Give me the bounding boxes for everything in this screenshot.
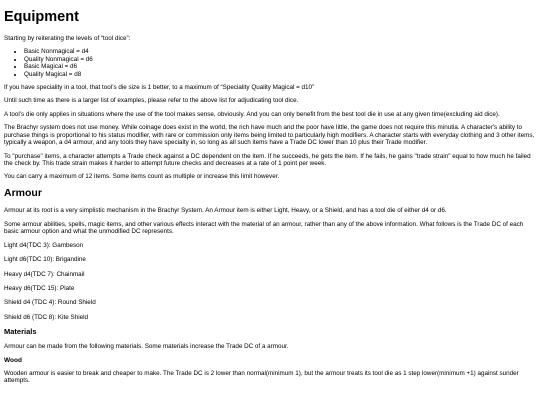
purchase-paragraph: To "purchase" items, a character attempts a Trade check against a DC dependent on the item. If he succeeds, he gets the item. If he fails, he gains "trade strain" equal to how much he failed the check by. This trade strain makes it harder to attempt future checks and decreases at a rate of 1 point per week.	[4, 152, 531, 167]
armour-intro-paragraph: Armour at its root is a very simplistic mechanism in the Brachyr System. An Armour item is either Light, Heavy, or a Shield, and has a tool die of either d4 or d6.	[4, 207, 447, 215]
list-item: • Basic Magical = d6	[24, 63, 536, 70]
armour-item: Shield d6 (TDC 8): Kite Shield	[4, 313, 88, 321]
list-item: • Quality Nonmagical = d6	[24, 56, 536, 63]
armour-item: Light d6(TDC 10): Brigandine	[4, 256, 86, 264]
materials-heading: Materials	[4, 327, 37, 337]
examples-paragraph: Until such time as there is a larger list of examples, please refer to the above list for adjudicating tool dice.	[4, 97, 299, 105]
money-paragraph: The Brachyr system does not use money. While coinage does exist in the world, the rich have much and the poor have little, the game does not require this minutia. A character's ability to purchase things is proportional to his status modifier, with rare or commission only items being limited to particularly high modifiers. A character starts with everyday clothing and 3 other items, typically a weapon, a d4 armour, and any tools they have specialty in, so long as all such items have a Trade DC lower than 10 plus their Trade modifier.	[4, 124, 535, 147]
armour-item: Shield d4 (TDC 4): Round Shield	[4, 299, 96, 307]
list-item: • Basic Nonmagical = d4	[24, 48, 536, 55]
armour-heading: Armour	[4, 186, 42, 199]
dice-levels-list	[4, 48, 536, 78]
armour-item: Heavy d6(TDC 15): Plate	[4, 284, 75, 292]
tool-die-paragraph: A tool’s die only applies in situations where the use of the tool makes sense, obviously. And you can only benefit from the best tool die in use at any given time(excluding aid dice).	[4, 110, 500, 118]
armour-item: Light d4(TDC 3): Gambeson	[4, 241, 84, 249]
materials-paragraph: Armour can be made from the following materials. Some materials increase the Trade DC of a armour.	[4, 343, 289, 351]
carry-limit-paragraph: You can carry a maximum of 12 items. Some items count as multiple or increase this limit however.	[4, 173, 280, 181]
wood-paragraph: Wooden armour is easier to break and cheaper to make. The Trade DC is 2 lower than normal(minimum 1), but the armour treats its tool die as 1 step lower(minimum +1) against sunder attempts.	[4, 370, 519, 385]
wood-heading: Wood	[4, 356, 22, 364]
armour-materials-paragraph: Some armour abilities, spells, magic items, and other various effects interact with the material of an armour, rather than any of the above information. What follows is the Trade DC of each basic armour option and what the unmodified DC represents.	[4, 220, 524, 236]
list-item: • Quality Magical = d8	[24, 71, 536, 78]
armour-item: Heavy d4(TDC 7): Chainmail	[4, 270, 85, 278]
page-title: Equipment	[4, 9, 79, 25]
speciality-paragraph: If you have speciality in a tool, that tool’s die size is 1 better, to a maximum of “Speciality Quality Magical = d10”	[4, 84, 315, 92]
intro-paragraph: Starting by reiterating the levels of “tool dice”:	[4, 34, 131, 42]
